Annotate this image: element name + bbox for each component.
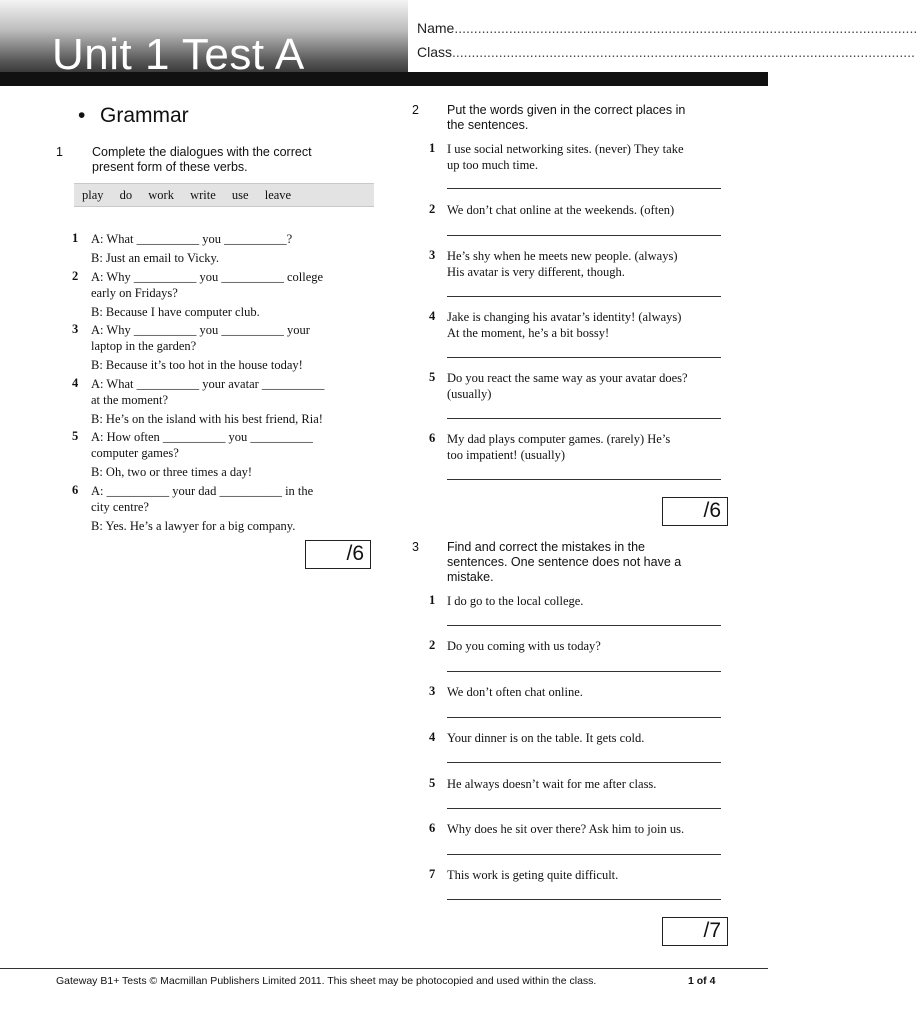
verb-box bbox=[74, 183, 374, 207]
score-box[interactable]: /6 bbox=[662, 497, 728, 526]
verb-item: write bbox=[190, 188, 216, 202]
answer-line[interactable] bbox=[447, 671, 721, 672]
answer-line[interactable] bbox=[447, 762, 721, 763]
question-number: 7 bbox=[429, 867, 436, 881]
question-number: 3 bbox=[429, 248, 436, 262]
question-number: 3 bbox=[72, 322, 79, 336]
answer-line[interactable] bbox=[447, 418, 721, 419]
task2-instruction: Put the words given in the correct places in the sentences. bbox=[447, 103, 686, 132]
question-text: I use social networking sites. (never) They take up too much time. bbox=[447, 142, 684, 172]
name-field[interactable]: Name....................................................................................................................... bbox=[417, 20, 917, 36]
answer-line[interactable] bbox=[447, 296, 721, 297]
question-text: This work is geting quite difficult. bbox=[447, 868, 619, 882]
class-field[interactable]: Class....................................................................................................................... bbox=[417, 44, 915, 60]
question-text: He’s shy when he meets new people. (always) His avatar is very different, though. bbox=[447, 249, 678, 279]
task1-instruction: Complete the dialogues with the correct present form of these verbs. bbox=[92, 145, 312, 174]
answer-line[interactable] bbox=[447, 899, 721, 900]
question-number: 4 bbox=[72, 376, 79, 390]
verb-item: use bbox=[231, 188, 249, 202]
question-number: 2 bbox=[72, 269, 79, 283]
question-number: 5 bbox=[72, 429, 79, 443]
answer-line[interactable] bbox=[447, 854, 721, 855]
question-number: 6 bbox=[72, 483, 79, 497]
question-text[interactable]: A: Why __________ you __________ your laptop in the garden? B: Because it’s too hot in the house today! bbox=[91, 323, 310, 372]
answer-line[interactable] bbox=[447, 717, 721, 718]
question-text[interactable]: A: What __________ your avatar __________ at the moment? B: He’s on the island with his best friend, Ria! bbox=[91, 377, 325, 426]
question-number: 4 bbox=[429, 309, 436, 323]
question-text: He always doesn’t wait for me after class. bbox=[447, 777, 657, 791]
question-number: 4 bbox=[429, 730, 436, 744]
question-text: My dad plays computer games. (rarely) He’s too impatient! (usually) bbox=[447, 432, 671, 462]
answer-line[interactable] bbox=[447, 808, 721, 809]
question-number: 3 bbox=[429, 684, 436, 698]
name-class-box bbox=[408, 0, 917, 72]
verb-item: work bbox=[148, 188, 174, 202]
verb-item: play bbox=[82, 188, 104, 202]
question-number: 6 bbox=[429, 431, 436, 445]
question-number: 5 bbox=[429, 370, 436, 384]
score-box[interactable]: /7 bbox=[662, 917, 728, 946]
bullet-icon: • bbox=[78, 104, 86, 127]
question-text: We don’t often chat online. bbox=[447, 685, 583, 699]
task3-number: 3 bbox=[412, 540, 419, 554]
question-number: 2 bbox=[429, 202, 436, 216]
section-title: • Grammar bbox=[78, 104, 189, 127]
footer-divider bbox=[0, 968, 768, 969]
question-text: We don’t chat online at the weekends. (often) bbox=[447, 203, 675, 217]
answer-line[interactable] bbox=[447, 188, 721, 189]
question-number: 6 bbox=[429, 821, 436, 835]
score-box[interactable]: /6 bbox=[305, 540, 371, 569]
answer-line[interactable] bbox=[447, 357, 721, 358]
question-text: Why does he sit over there? Ask him to join us. bbox=[447, 822, 685, 836]
question-number: 2 bbox=[429, 638, 436, 652]
question-text[interactable]: A: How often __________ you __________ computer games? B: Oh, two or three times a day! bbox=[91, 430, 313, 479]
answer-line[interactable] bbox=[447, 235, 721, 236]
footer-copyright: Gateway B1+ Tests © Macmillan Publishers Limited 2011. This sheet may be photocopied and used within the class. bbox=[56, 975, 597, 987]
question-number: 1 bbox=[429, 593, 436, 607]
task1-number: 1 bbox=[56, 145, 63, 159]
question-text: Jake is changing his avatar’s identity! (always) At the moment, he’s a bit bossy! bbox=[447, 310, 682, 340]
question-text: Do you react the same way as your avatar does? (usually) bbox=[447, 371, 688, 401]
question-number: 1 bbox=[429, 141, 436, 155]
question-number: 1 bbox=[72, 231, 79, 245]
question-text: Your dinner is on the table. It gets cold. bbox=[447, 731, 645, 745]
question-text[interactable]: A: __________ your dad __________ in the city centre? B: Yes. He’s a lawyer for a big company. bbox=[91, 484, 314, 533]
page-title: Unit 1 Test A bbox=[52, 30, 305, 79]
question-text: I do go to the local college. bbox=[447, 594, 584, 608]
verb-item: do bbox=[119, 188, 133, 202]
verb-item: leave bbox=[264, 188, 292, 202]
page-number: 1 of 4 bbox=[688, 975, 716, 987]
question-text: Do you coming with us today? bbox=[447, 639, 601, 653]
question-text[interactable]: A: Why __________ you __________ college early on Fridays? B: Because I have computer club. bbox=[91, 270, 324, 319]
question-number: 5 bbox=[429, 776, 436, 790]
answer-line[interactable] bbox=[447, 625, 721, 626]
task3-instruction: Find and correct the mistakes in the sentences. One sentence does not have a mistake. bbox=[447, 540, 682, 584]
answer-line[interactable] bbox=[447, 479, 721, 480]
question-text[interactable]: A: What __________ you __________? B: Just an email to Vicky. bbox=[91, 232, 293, 265]
name-label: Name bbox=[417, 20, 455, 36]
task2-number: 2 bbox=[412, 103, 419, 117]
class-label: Class bbox=[417, 44, 453, 60]
